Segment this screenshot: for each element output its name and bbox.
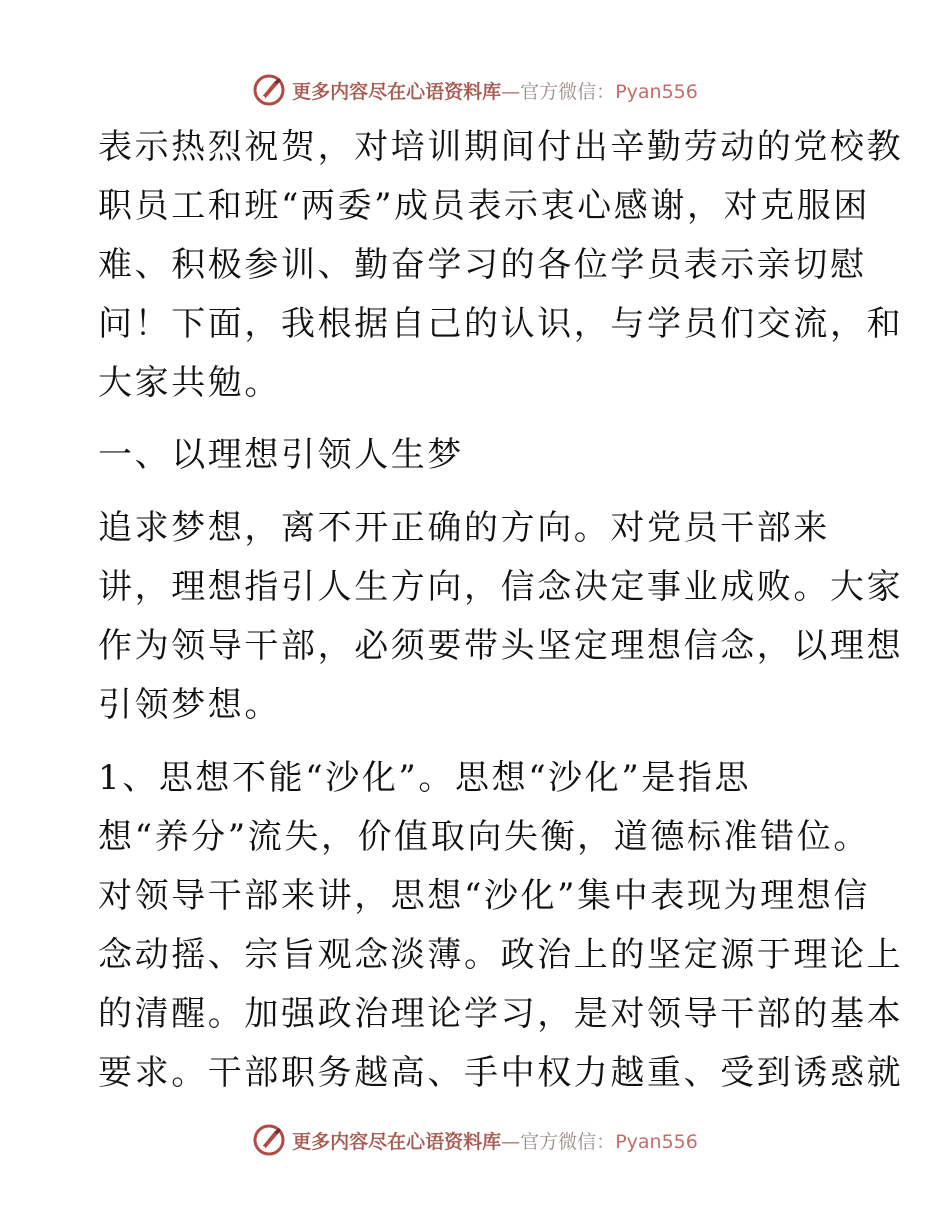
watermark-text: [292, 77, 698, 104]
watermark-label: 官方微信：: [520, 80, 616, 103]
text-line: 的清醒。加强政治理论学习，是对领导干部的基本: [98, 994, 904, 1034]
quill-pen-circle-icon: [252, 73, 286, 107]
watermark-text: [292, 1127, 698, 1154]
text-line: 讲，理想指引人生方向，信念决定事业成败。大家: [98, 567, 904, 607]
watermark-label: 官方微信：: [520, 1130, 616, 1153]
header-watermark: [0, 70, 950, 110]
section-heading: 一、以理想引领人生梦: [98, 435, 464, 475]
text-line: 想“养分”流失，价值取向失衡，道德标准错位。: [98, 817, 870, 857]
text-line: 1、思想不能“沙化”。思想“沙化”是指思: [98, 758, 752, 798]
text-line: 难、积极参训、勤奋学习的各位学员表示亲切慰: [98, 245, 867, 285]
text-line: 要求。干部职务越高、手中权力越重、受到诱惑就: [98, 1053, 904, 1093]
text-line: 追求梦想，离不开正确的方向。对党员干部来: [98, 508, 830, 548]
text-line: 职员工和班“两委”成员表示衷心感谢，对克服困: [98, 186, 870, 226]
text-line: 作为领导干部，必须要带头坚定理想信念，以理想: [98, 626, 904, 666]
watermark-site-text: 更多内容尽在心语资料库: [292, 80, 502, 103]
text-line: 表示热烈祝贺，对培训期间付出辛勤劳动的党校教: [98, 127, 904, 167]
watermark-account: Pyan556: [615, 1130, 698, 1153]
watermark-separator: —: [501, 80, 521, 103]
watermark-account: Pyan556: [615, 80, 698, 103]
text-line: 念动摇、宗旨观念淡薄。政治上的坚定源于理论上: [98, 935, 904, 975]
watermark-site-text: 更多内容尽在心语资料库: [292, 1130, 502, 1153]
footer-watermark: [0, 1120, 950, 1160]
watermark-separator: —: [501, 1130, 521, 1153]
quill-pen-circle-icon: [252, 1123, 286, 1157]
text-line: 问！下面，我根据自己的认识，与学员们交流，和: [98, 304, 904, 344]
text-line: 大家共勉。: [98, 363, 281, 403]
text-line: 引领梦想。: [98, 685, 281, 725]
text-line: 对领导干部来讲，思想“沙化”集中表现为理想信: [98, 876, 870, 916]
